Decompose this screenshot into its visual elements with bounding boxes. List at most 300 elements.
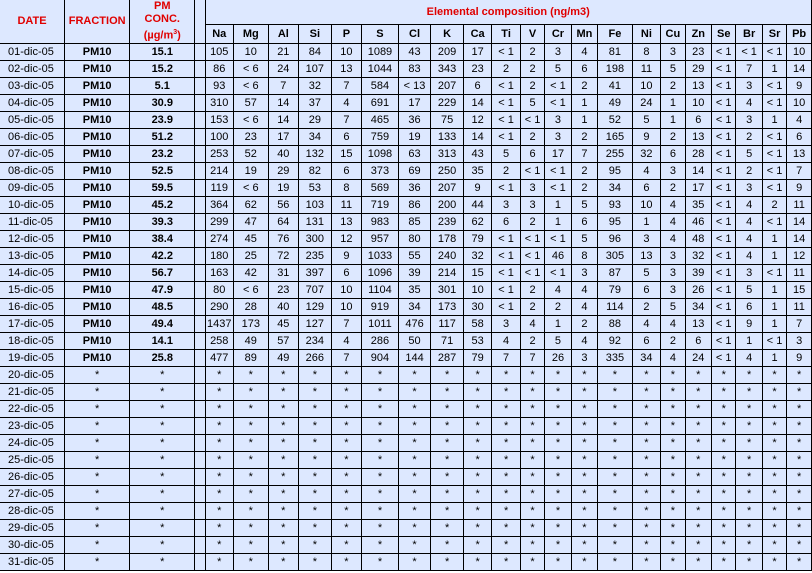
- value-cell-ti: *: [492, 554, 520, 571]
- fraction-cell: PM10: [65, 129, 130, 146]
- value-cell-zn: 13: [686, 316, 712, 333]
- date-cell: 11-dic-05: [0, 214, 65, 231]
- value-cell-br: 3: [736, 112, 762, 129]
- value-cell-cu: *: [661, 469, 685, 486]
- value-cell-cl: 83: [399, 61, 432, 78]
- value-cell-ti: *: [492, 520, 520, 537]
- value-cell-cr: *: [545, 401, 571, 418]
- conc-label: CONC.: [144, 13, 180, 25]
- value-cell-ca: *: [464, 554, 492, 571]
- value-cell-mn: 2: [572, 129, 598, 146]
- value-cell-al: 21: [269, 44, 300, 61]
- column-gap: [195, 469, 205, 486]
- element-header-k: K: [431, 25, 464, 44]
- value-cell-s: 1089: [362, 44, 399, 61]
- value-cell-cr: < 1: [545, 95, 571, 112]
- value-cell-si: 103: [299, 197, 332, 214]
- value-cell-na: 299: [206, 214, 234, 231]
- value-cell-ti: 7: [492, 350, 520, 367]
- value-cell-mn: *: [572, 401, 598, 418]
- value-cell-s: *: [362, 520, 399, 537]
- value-cell-se: < 1: [712, 44, 736, 61]
- value-cell-si: 32: [299, 78, 332, 95]
- value-cell-br: *: [736, 486, 762, 503]
- column-gap: [195, 95, 205, 112]
- pm-conc-cell: 23.9: [130, 112, 195, 129]
- value-cell-pb: 7: [787, 316, 812, 333]
- value-cell-zn: *: [686, 554, 712, 571]
- value-cell-k: 207: [431, 180, 464, 197]
- value-cell-ni: *: [633, 520, 661, 537]
- value-cell-si: *: [299, 469, 332, 486]
- value-cell-k: 178: [431, 231, 464, 248]
- value-cell-ti: 2: [492, 61, 520, 78]
- element-header-al: Al: [269, 25, 300, 44]
- value-cell-mg: *: [234, 367, 269, 384]
- date-cell: 27-dic-05: [0, 486, 65, 503]
- date-cell: 06-dic-05: [0, 129, 65, 146]
- value-cell-cl: 86: [399, 197, 432, 214]
- value-cell-mn: 3: [572, 350, 598, 367]
- value-cell-se: < 1: [712, 282, 736, 299]
- value-cell-v: *: [521, 486, 545, 503]
- value-cell-mn: 6: [572, 61, 598, 78]
- value-cell-pb: *: [787, 554, 812, 571]
- value-cell-fe: 93: [598, 197, 633, 214]
- value-cell-cu: 2: [661, 129, 685, 146]
- table-row: [0, 469, 812, 486]
- column-gap: [195, 418, 205, 435]
- value-cell-al: 23: [269, 282, 300, 299]
- value-cell-fe: 114: [598, 299, 633, 316]
- value-cell-sr: 2: [763, 197, 787, 214]
- value-cell-ca: 30: [464, 299, 492, 316]
- value-cell-mg: 25: [234, 248, 269, 265]
- date-cell: 04-dic-05: [0, 95, 65, 112]
- table-row: [0, 537, 812, 554]
- value-cell-zn: 24: [686, 350, 712, 367]
- value-cell-br: *: [736, 452, 762, 469]
- value-cell-sr: 1: [763, 248, 787, 265]
- value-cell-s: 919: [362, 299, 399, 316]
- value-cell-mn: 7: [572, 146, 598, 163]
- value-cell-si: 53: [299, 180, 332, 197]
- value-cell-se: < 1: [712, 214, 736, 231]
- value-cell-cl: *: [399, 418, 432, 435]
- value-cell-v: *: [521, 384, 545, 401]
- element-header-s: S: [362, 25, 399, 44]
- value-cell-sr: *: [763, 537, 787, 554]
- value-cell-ca: *: [464, 486, 492, 503]
- value-cell-se: < 1: [712, 265, 736, 282]
- value-cell-ca: 17: [464, 44, 492, 61]
- value-cell-cr: 46: [545, 248, 571, 265]
- value-cell-cr: *: [545, 486, 571, 503]
- value-cell-k: *: [431, 418, 464, 435]
- column-gap: [195, 146, 205, 163]
- value-cell-mg: 49: [234, 333, 269, 350]
- value-cell-br: 4: [736, 231, 762, 248]
- table-row: [0, 367, 812, 384]
- fraction-cell: *: [65, 503, 130, 520]
- value-cell-v: *: [521, 367, 545, 384]
- value-cell-mn: *: [572, 486, 598, 503]
- value-cell-sr: *: [763, 418, 787, 435]
- value-cell-v: < 1: [521, 265, 545, 282]
- value-cell-zn: 6: [686, 112, 712, 129]
- value-cell-si: 397: [299, 265, 332, 282]
- value-cell-s: *: [362, 435, 399, 452]
- value-cell-ti: *: [492, 503, 520, 520]
- value-cell-cu: 3: [661, 282, 685, 299]
- value-cell-ti: 2: [492, 163, 520, 180]
- value-cell-mg: *: [234, 384, 269, 401]
- value-cell-cr: *: [545, 554, 571, 571]
- value-cell-se: *: [712, 367, 736, 384]
- value-cell-br: *: [736, 503, 762, 520]
- value-cell-cl: *: [399, 469, 432, 486]
- element-header-cr: Cr: [545, 25, 571, 44]
- value-cell-na: 80: [206, 282, 234, 299]
- value-cell-cu: 4: [661, 197, 685, 214]
- value-cell-mn: 4: [572, 44, 598, 61]
- value-cell-se: *: [712, 418, 736, 435]
- value-cell-br: *: [736, 537, 762, 554]
- value-cell-ca: 15: [464, 265, 492, 282]
- value-cell-al: 19: [269, 180, 300, 197]
- value-cell-p: *: [332, 367, 363, 384]
- value-cell-si: 129: [299, 299, 332, 316]
- value-cell-ca: 32: [464, 248, 492, 265]
- value-cell-si: 266: [299, 350, 332, 367]
- value-cell-na: 274: [206, 231, 234, 248]
- element-header-se: Se: [712, 25, 736, 44]
- value-cell-ni: 24: [633, 95, 661, 112]
- value-cell-ni: *: [633, 503, 661, 520]
- value-cell-k: 343: [431, 61, 464, 78]
- column-gap: [195, 350, 205, 367]
- value-cell-v: < 1: [521, 163, 545, 180]
- value-cell-na: 253: [206, 146, 234, 163]
- value-cell-br: 4: [736, 214, 762, 231]
- value-cell-cu: 3: [661, 265, 685, 282]
- fraction-cell: PM10: [65, 299, 130, 316]
- value-cell-sr: *: [763, 520, 787, 537]
- value-cell-ni: *: [633, 486, 661, 503]
- value-cell-mg: 62: [234, 197, 269, 214]
- fraction-cell: *: [65, 384, 130, 401]
- value-cell-ti: < 1: [492, 129, 520, 146]
- value-cell-na: *: [206, 418, 234, 435]
- value-cell-zn: *: [686, 435, 712, 452]
- value-cell-ti: *: [492, 418, 520, 435]
- column-gap: [195, 197, 205, 214]
- value-cell-zn: 17: [686, 180, 712, 197]
- value-cell-ca: 14: [464, 129, 492, 146]
- value-cell-pb: *: [787, 401, 812, 418]
- value-cell-p: 7: [332, 112, 363, 129]
- date-cell: 17-dic-05: [0, 316, 65, 333]
- value-cell-k: 250: [431, 163, 464, 180]
- value-cell-mn: 4: [572, 333, 598, 350]
- value-cell-al: *: [269, 486, 300, 503]
- value-cell-ca: 6: [464, 78, 492, 95]
- value-cell-cl: 36: [399, 180, 432, 197]
- value-cell-pb: 15: [787, 282, 812, 299]
- value-cell-si: 29: [299, 112, 332, 129]
- value-cell-sr: *: [763, 367, 787, 384]
- value-cell-mn: 1: [572, 112, 598, 129]
- pm-conc-cell: *: [130, 435, 195, 452]
- value-cell-mg: 10: [234, 44, 269, 61]
- value-cell-br: *: [736, 367, 762, 384]
- value-cell-mn: 2: [572, 163, 598, 180]
- table-row: [0, 61, 812, 78]
- date-cell: 03-dic-05: [0, 78, 65, 95]
- value-cell-pb: 11: [787, 197, 812, 214]
- value-cell-k: 239: [431, 214, 464, 231]
- value-cell-pb: 9: [787, 350, 812, 367]
- date-cell: 20-dic-05: [0, 367, 65, 384]
- value-cell-s: 1096: [362, 265, 399, 282]
- value-cell-br: 6: [736, 299, 762, 316]
- value-cell-s: 1098: [362, 146, 399, 163]
- value-cell-mg: 23: [234, 129, 269, 146]
- value-cell-s: *: [362, 418, 399, 435]
- value-cell-p: 10: [332, 282, 363, 299]
- column-gap: [195, 0, 205, 44]
- value-cell-mn: *: [572, 418, 598, 435]
- value-cell-mn: *: [572, 503, 598, 520]
- value-cell-ca: 14: [464, 95, 492, 112]
- value-cell-cu: 6: [661, 146, 685, 163]
- value-cell-ca: *: [464, 401, 492, 418]
- value-cell-k: *: [431, 401, 464, 418]
- table-row: [0, 435, 812, 452]
- value-cell-cr: *: [545, 367, 571, 384]
- pm-conc-cell: 15.1: [130, 44, 195, 61]
- value-cell-al: 64: [269, 214, 300, 231]
- value-cell-zn: 29: [686, 61, 712, 78]
- value-cell-cr: 1: [545, 214, 571, 231]
- value-cell-na: 290: [206, 299, 234, 316]
- value-cell-sr: 1: [763, 112, 787, 129]
- value-cell-mg: 19: [234, 163, 269, 180]
- value-cell-ti: < 1: [492, 231, 520, 248]
- value-cell-ca: 79: [464, 350, 492, 367]
- value-cell-cu: 5: [661, 299, 685, 316]
- value-cell-zn: *: [686, 469, 712, 486]
- value-cell-cl: < 13: [399, 78, 432, 95]
- fraction-cell: PM10: [65, 180, 130, 197]
- value-cell-na: 364: [206, 197, 234, 214]
- table-header: [0, 0, 812, 44]
- column-gap: [195, 537, 205, 554]
- value-cell-cr: *: [545, 418, 571, 435]
- value-cell-si: 300: [299, 231, 332, 248]
- value-cell-ni: 4: [633, 163, 661, 180]
- value-cell-fe: 49: [598, 95, 633, 112]
- value-cell-se: < 1: [712, 163, 736, 180]
- fraction-cell: PM10: [65, 350, 130, 367]
- table-body: [0, 44, 812, 571]
- value-cell-zn: 6: [686, 333, 712, 350]
- value-cell-cl: *: [399, 520, 432, 537]
- value-cell-cu: 3: [661, 163, 685, 180]
- value-cell-mg: *: [234, 554, 269, 571]
- value-cell-ca: *: [464, 418, 492, 435]
- value-cell-k: 301: [431, 282, 464, 299]
- value-cell-al: *: [269, 452, 300, 469]
- column-gap: [195, 452, 205, 469]
- pm-conc-cell: 52.5: [130, 163, 195, 180]
- value-cell-cl: 80: [399, 231, 432, 248]
- fraction-cell: *: [65, 452, 130, 469]
- value-cell-zn: 26: [686, 282, 712, 299]
- pm-conc-cell: 25.8: [130, 350, 195, 367]
- value-cell-pb: 6: [787, 129, 812, 146]
- value-cell-ca: *: [464, 452, 492, 469]
- date-cell: 08-dic-05: [0, 163, 65, 180]
- value-cell-v: 4: [521, 316, 545, 333]
- value-cell-ni: 5: [633, 265, 661, 282]
- value-cell-v: 2: [521, 44, 545, 61]
- value-cell-al: 31: [269, 265, 300, 282]
- fraction-cell: PM10: [65, 112, 130, 129]
- value-cell-fe: *: [598, 418, 633, 435]
- value-cell-mg: *: [234, 486, 269, 503]
- pm-conc-cell: *: [130, 367, 195, 384]
- value-cell-p: 10: [332, 299, 363, 316]
- table-row: [0, 129, 812, 146]
- value-cell-zn: 39: [686, 265, 712, 282]
- value-cell-mn: *: [572, 537, 598, 554]
- value-cell-cu: *: [661, 503, 685, 520]
- value-cell-ti: 4: [492, 333, 520, 350]
- value-cell-br: 3: [736, 265, 762, 282]
- value-cell-mg: *: [234, 452, 269, 469]
- value-cell-mg: *: [234, 435, 269, 452]
- value-cell-sr: < 1: [763, 214, 787, 231]
- value-cell-cl: *: [399, 503, 432, 520]
- value-cell-al: *: [269, 418, 300, 435]
- value-cell-si: 132: [299, 146, 332, 163]
- value-cell-p: 7: [332, 350, 363, 367]
- value-cell-cr: *: [545, 537, 571, 554]
- value-cell-k: 71: [431, 333, 464, 350]
- value-cell-br: *: [736, 401, 762, 418]
- date-cell: 22-dic-05: [0, 401, 65, 418]
- value-cell-fe: 41: [598, 78, 633, 95]
- table-row: [0, 384, 812, 401]
- value-cell-v: *: [521, 537, 545, 554]
- value-cell-na: *: [206, 554, 234, 571]
- fraction-column-header: FRACTION: [65, 0, 130, 44]
- value-cell-sr: < 1: [763, 95, 787, 112]
- value-cell-si: *: [299, 367, 332, 384]
- value-cell-ti: < 1: [492, 282, 520, 299]
- value-cell-mg: 173: [234, 316, 269, 333]
- value-cell-ca: *: [464, 503, 492, 520]
- value-cell-br: 3: [736, 180, 762, 197]
- value-cell-mg: < 6: [234, 78, 269, 95]
- value-cell-s: *: [362, 367, 399, 384]
- fraction-cell: PM10: [65, 146, 130, 163]
- element-header-p: P: [332, 25, 363, 44]
- column-gap: [195, 503, 205, 520]
- value-cell-si: 234: [299, 333, 332, 350]
- value-cell-sr: < 1: [763, 180, 787, 197]
- value-cell-na: 93: [206, 78, 234, 95]
- value-cell-mg: *: [234, 520, 269, 537]
- value-cell-si: *: [299, 503, 332, 520]
- value-cell-s: *: [362, 537, 399, 554]
- value-cell-si: *: [299, 418, 332, 435]
- value-cell-cr: 5: [545, 61, 571, 78]
- value-cell-na: *: [206, 452, 234, 469]
- value-cell-na: 153: [206, 112, 234, 129]
- value-cell-fe: *: [598, 469, 633, 486]
- value-cell-k: *: [431, 520, 464, 537]
- date-cell: 24-dic-05: [0, 435, 65, 452]
- value-cell-sr: < 1: [763, 44, 787, 61]
- table-row: [0, 299, 812, 316]
- value-cell-ca: 79: [464, 231, 492, 248]
- value-cell-p: 12: [332, 231, 363, 248]
- value-cell-se: < 1: [712, 95, 736, 112]
- value-cell-cl: 17: [399, 95, 432, 112]
- value-cell-mn: 2: [572, 180, 598, 197]
- value-cell-sr: 1: [763, 299, 787, 316]
- pm-conc-cell: 59.5: [130, 180, 195, 197]
- value-cell-cl: 35: [399, 282, 432, 299]
- value-cell-cu: *: [661, 452, 685, 469]
- pm-conc-cell: 15.2: [130, 61, 195, 78]
- value-cell-pb: 14: [787, 61, 812, 78]
- table-row: [0, 146, 812, 163]
- table-row: [0, 503, 812, 520]
- value-cell-v: 2: [521, 282, 545, 299]
- value-cell-ca: 44: [464, 197, 492, 214]
- value-cell-se: *: [712, 503, 736, 520]
- value-cell-fe: *: [598, 554, 633, 571]
- value-cell-ca: *: [464, 367, 492, 384]
- value-cell-v: 5: [521, 95, 545, 112]
- value-cell-cr: < 1: [545, 231, 571, 248]
- value-cell-si: 707: [299, 282, 332, 299]
- value-cell-s: *: [362, 384, 399, 401]
- element-header-ni: Ni: [633, 25, 661, 44]
- value-cell-k: *: [431, 452, 464, 469]
- value-cell-al: 57: [269, 333, 300, 350]
- value-cell-v: *: [521, 401, 545, 418]
- column-gap: [195, 248, 205, 265]
- value-cell-mn: 5: [572, 231, 598, 248]
- value-cell-s: 569: [362, 180, 399, 197]
- value-cell-ti: *: [492, 435, 520, 452]
- value-cell-se: *: [712, 537, 736, 554]
- value-cell-mg: 57: [234, 95, 269, 112]
- date-cell: 05-dic-05: [0, 112, 65, 129]
- value-cell-al: 14: [269, 112, 300, 129]
- value-cell-p: *: [332, 554, 363, 571]
- value-cell-zn: *: [686, 520, 712, 537]
- fraction-cell: *: [65, 418, 130, 435]
- pm-conc-cell: 30.9: [130, 95, 195, 112]
- value-cell-cl: 34: [399, 299, 432, 316]
- value-cell-cl: 19: [399, 129, 432, 146]
- value-cell-k: 287: [431, 350, 464, 367]
